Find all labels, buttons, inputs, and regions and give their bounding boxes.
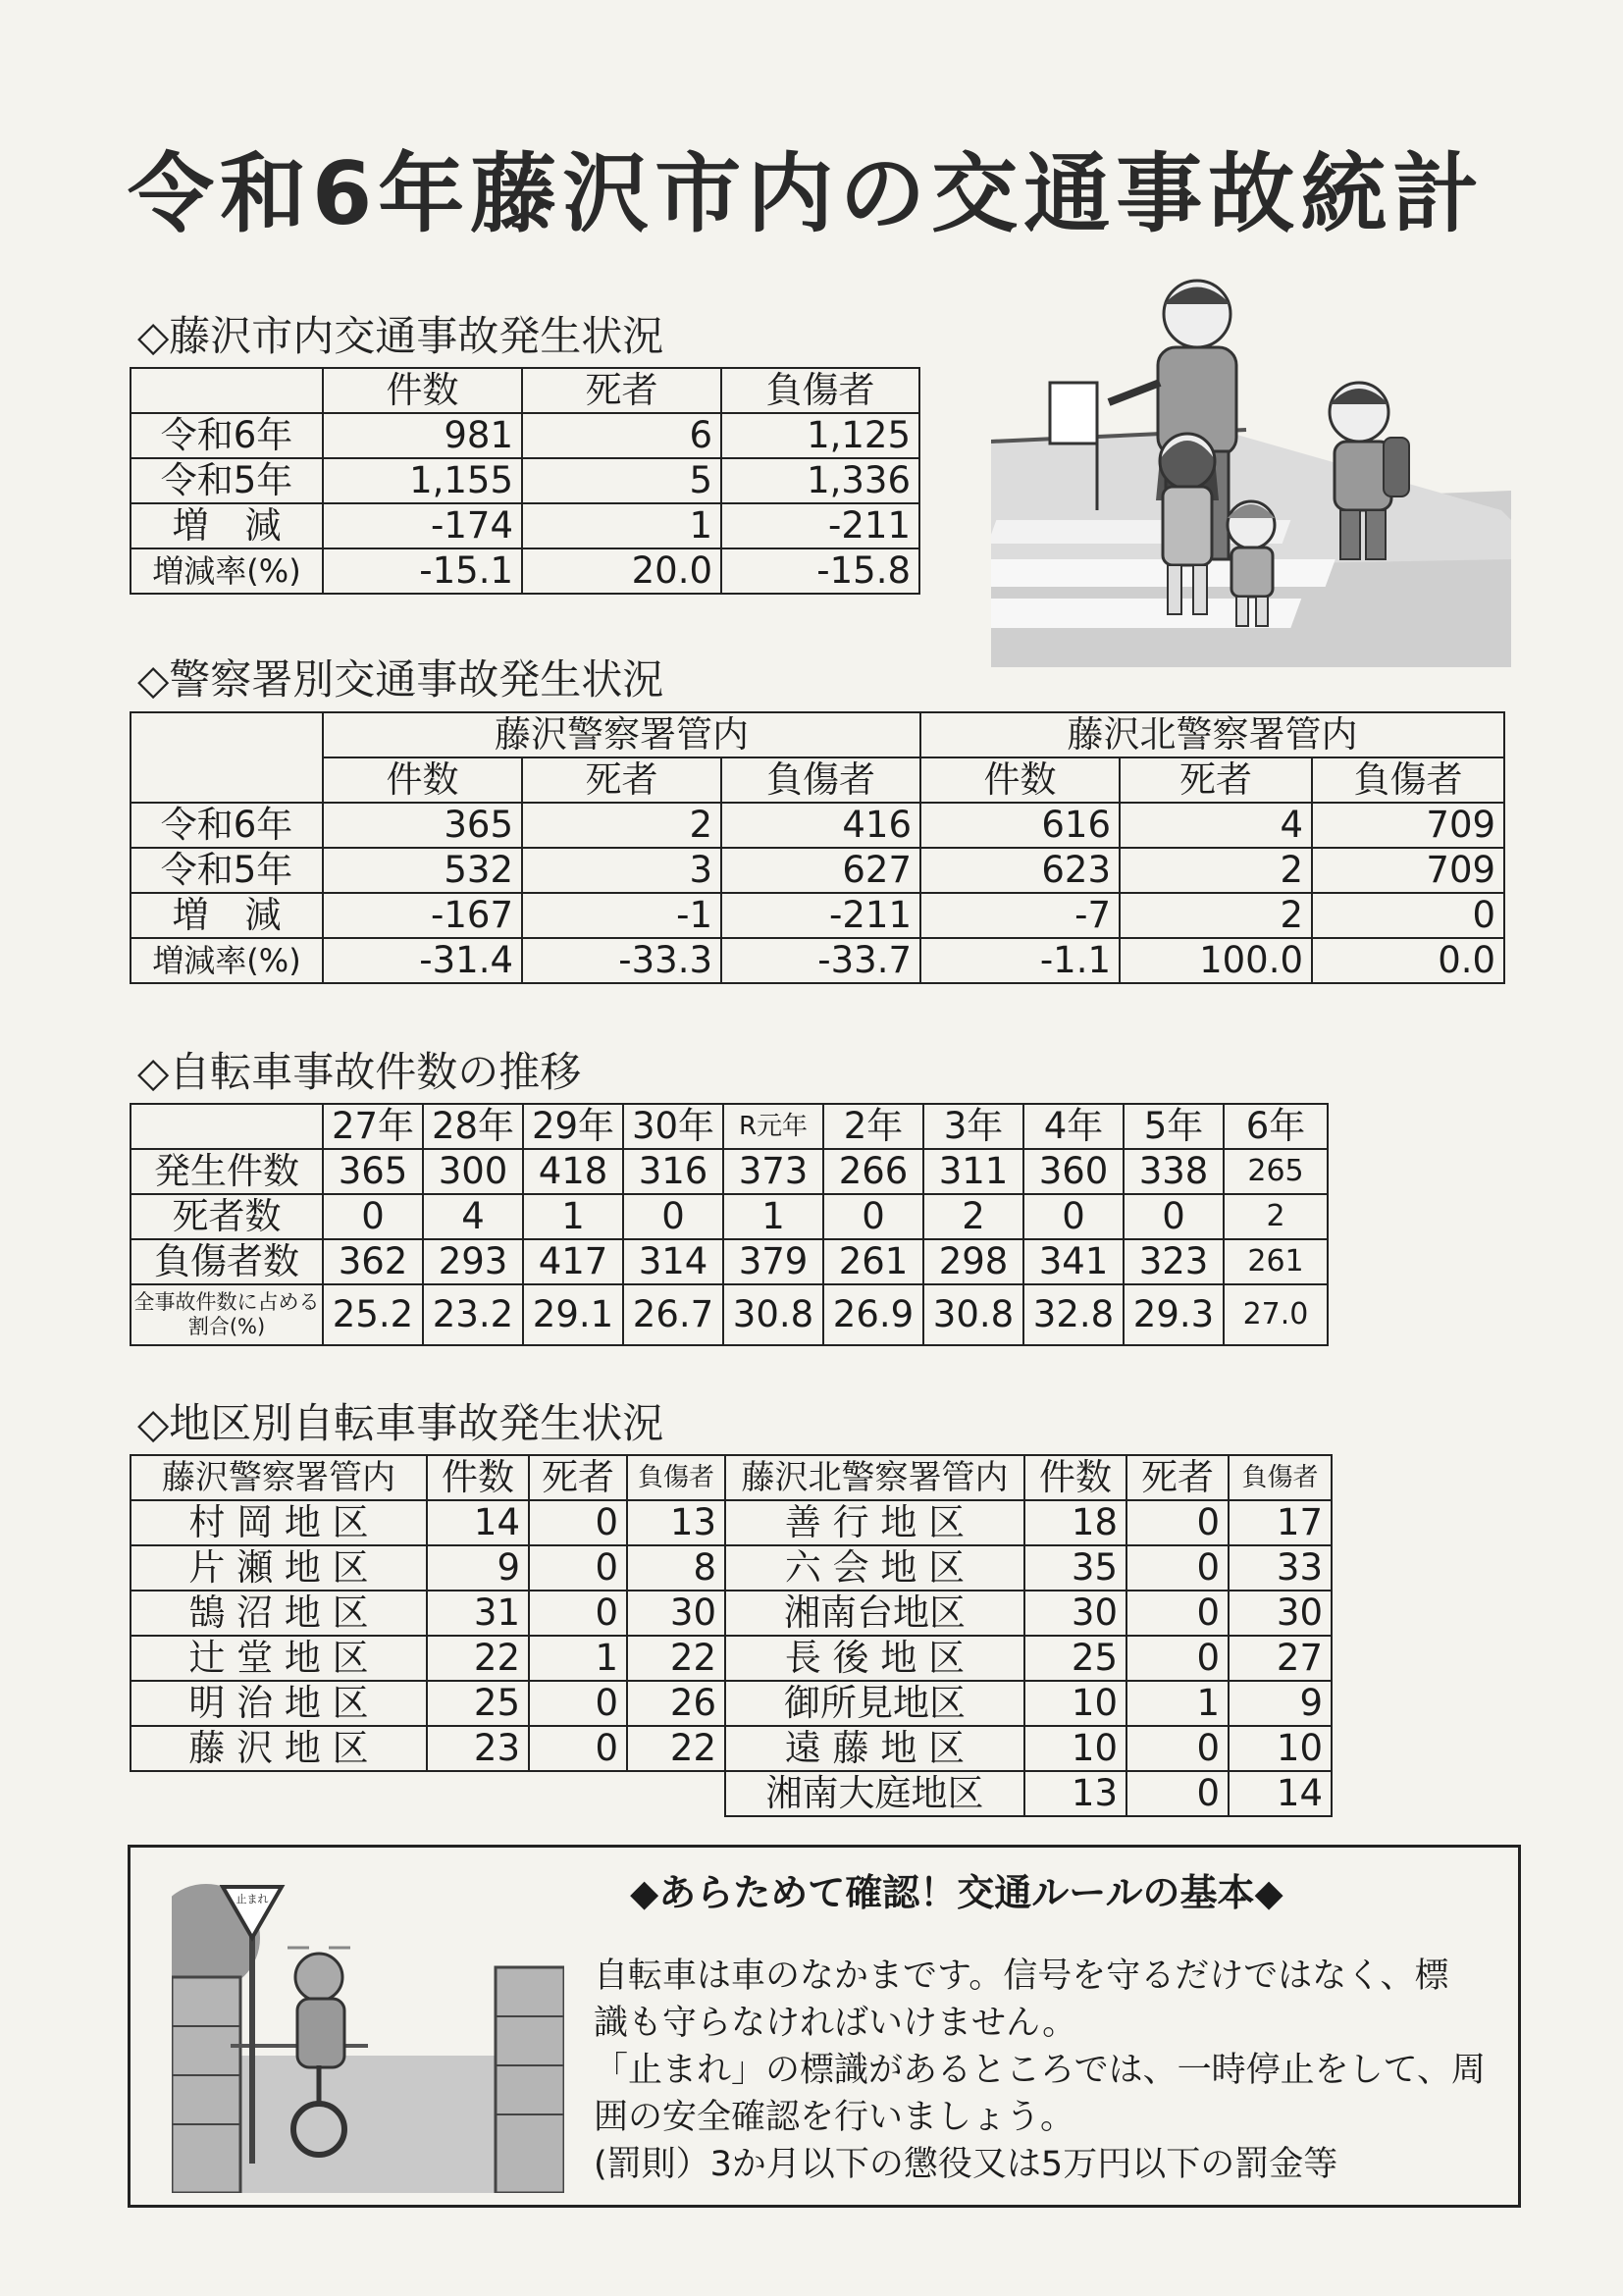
district-name: 六 会 地 区 — [725, 1545, 1024, 1591]
header-cell: 件数 — [323, 368, 522, 413]
year-header: 2年 — [823, 1104, 923, 1149]
table-cell: 2 — [1224, 1194, 1328, 1239]
table-cell: 25.2 — [323, 1284, 423, 1345]
row-label: 負傷者数 — [131, 1239, 323, 1284]
district-name: 湘南台地区 — [725, 1591, 1024, 1636]
table-cell: 0 — [529, 1726, 627, 1771]
table-cell: 418 — [523, 1149, 623, 1194]
row-label: 死者数 — [131, 1194, 323, 1239]
table-cell: -33.7 — [721, 938, 920, 983]
header-cell: 負傷者 — [627, 1455, 725, 1500]
year-header: 28年 — [423, 1104, 523, 1149]
table-cell: 0 — [529, 1681, 627, 1726]
table-cell: 30 — [627, 1591, 725, 1636]
empty-cell — [427, 1771, 529, 1816]
table-cell: 0.0 — [1312, 938, 1504, 983]
table-cell: 261 — [1224, 1239, 1328, 1284]
table-cell: 9 — [1229, 1681, 1332, 1726]
table-row — [131, 1239, 1328, 1284]
table-row — [131, 1194, 1328, 1239]
table-cell: 616 — [920, 803, 1120, 848]
header-cell: 死者 — [522, 757, 721, 803]
table-cell: 1,336 — [721, 458, 919, 503]
table-row — [131, 1284, 1328, 1345]
row-label: 増 減 — [131, 893, 323, 938]
table-cell: 314 — [623, 1239, 723, 1284]
station-accident-table — [130, 711, 1505, 984]
table-cell: 0 — [529, 1591, 627, 1636]
year-header: 27年 — [323, 1104, 423, 1149]
table-cell: 20.0 — [522, 548, 721, 594]
table-group-row — [131, 712, 1504, 757]
city-accident-table — [130, 367, 920, 595]
table-cell: 981 — [323, 413, 522, 458]
section-title-city: ◇藤沢市内交通事故発生状況 — [137, 312, 664, 360]
table-cell: 30.8 — [723, 1284, 823, 1345]
table-cell: -15.1 — [323, 548, 522, 594]
table-cell: -1.1 — [920, 938, 1120, 983]
table-cell: 0 — [1312, 893, 1504, 938]
table-cell: 0 — [529, 1545, 627, 1591]
row-label: 増減率(%) — [131, 938, 323, 983]
year-header: 30年 — [623, 1104, 723, 1149]
table-cell: 29.3 — [1124, 1284, 1224, 1345]
rules-line-3: 「止まれ」の標識があるところでは、一時停止をして、周 — [594, 2051, 1486, 2090]
header-cell: 死者 — [522, 368, 721, 413]
table-cell: 30 — [1024, 1591, 1126, 1636]
table-corner — [131, 368, 323, 413]
page-title: 令和6年藤沢市内の交通事故統計 — [128, 143, 1486, 244]
district-name: 片 瀬 地 区 — [131, 1545, 427, 1591]
header-cell: 死者 — [529, 1455, 627, 1500]
empty-cell — [627, 1771, 725, 1816]
table-cell: 2 — [923, 1194, 1023, 1239]
table-cell: 365 — [323, 1149, 423, 1194]
table-row — [131, 803, 1504, 848]
table-cell: 6 — [522, 413, 721, 458]
table-row — [131, 1591, 1332, 1636]
table-cell: 13 — [627, 1500, 725, 1545]
table-row — [131, 458, 919, 503]
table-row — [131, 938, 1504, 983]
stop-sign-text: 止まれ — [236, 1893, 269, 1905]
table-cell: 1,155 — [323, 458, 522, 503]
district-name: 遠 藤 地 区 — [725, 1726, 1024, 1771]
table-cell: 360 — [1023, 1149, 1124, 1194]
table-cell: 4 — [1120, 803, 1312, 848]
district-name: 長 後 地 区 — [725, 1636, 1024, 1681]
year-header: 3年 — [923, 1104, 1023, 1149]
table-cell: 2 — [1120, 848, 1312, 893]
table-cell: 0 — [529, 1500, 627, 1545]
table-cell: 10 — [1024, 1681, 1126, 1726]
table-cell: 261 — [823, 1239, 923, 1284]
table-cell: -33.3 — [522, 938, 721, 983]
empty-cell — [131, 1771, 427, 1816]
rules-line-4: 囲の安全確認を行いましょう。 — [594, 2098, 1075, 2137]
table-cell: 300 — [423, 1149, 523, 1194]
table-cell: 29.1 — [523, 1284, 623, 1345]
crossing-guard-illustration — [991, 265, 1511, 667]
district-name: 村 岡 地 区 — [131, 1500, 427, 1545]
table-cell: 0 — [823, 1194, 923, 1239]
table-cell: 365 — [323, 803, 522, 848]
table-corner — [131, 712, 323, 803]
table-row — [131, 893, 1504, 938]
table-cell: 2 — [1120, 893, 1312, 938]
table-row — [131, 1545, 1332, 1591]
group-header: 藤沢北警察署管内 — [920, 712, 1504, 757]
table-cell: 8 — [627, 1545, 725, 1591]
table-cell: 362 — [323, 1239, 423, 1284]
rules-line-5: (罰則）3か月以下の懲役又は5万円以下の罰金等 — [594, 2145, 1338, 2184]
row-label: 令和5年 — [131, 458, 323, 503]
district-name: 御所見地区 — [725, 1681, 1024, 1726]
table-cell: 25 — [427, 1681, 529, 1726]
year-header: 5年 — [1124, 1104, 1224, 1149]
table-cell: 1 — [529, 1636, 627, 1681]
table-cell: 23.2 — [423, 1284, 523, 1345]
table-row — [131, 548, 919, 594]
table-cell: -7 — [920, 893, 1120, 938]
table-cell: 316 — [623, 1149, 723, 1194]
table-cell: 26 — [627, 1681, 725, 1726]
header-cell: 死者 — [1126, 1455, 1229, 1500]
table-cell: 0 — [1126, 1591, 1229, 1636]
table-cell: 1 — [723, 1194, 823, 1239]
group-header: 藤沢警察署管内 — [323, 712, 920, 757]
header-cell: 件数 — [427, 1455, 529, 1500]
header-cell: 件数 — [1024, 1455, 1126, 1500]
row-label: 発生件数 — [131, 1149, 323, 1194]
year-header: 6年 — [1224, 1104, 1328, 1149]
table-cell: 311 — [923, 1149, 1023, 1194]
section-title-station: ◇警察署別交通事故発生状況 — [137, 655, 664, 704]
table-cell: 266 — [823, 1149, 923, 1194]
table-cell: 1,125 — [721, 413, 919, 458]
table-cell: 14 — [427, 1500, 529, 1545]
rules-title: ◆あらためて確認！交通ルールの基本◆ — [630, 1871, 1283, 1914]
table-cell: 17 — [1229, 1500, 1332, 1545]
table-row — [131, 1500, 1332, 1545]
table-row — [131, 413, 919, 458]
table-cell: -1 — [522, 893, 721, 938]
table-cell: 31 — [427, 1591, 529, 1636]
table-cell: 4 — [423, 1194, 523, 1239]
table-cell: 532 — [323, 848, 522, 893]
table-cell: 298 — [923, 1239, 1023, 1284]
table-cell: 0 — [1124, 1194, 1224, 1239]
table-cell: 0 — [1126, 1500, 1229, 1545]
table-cell: 0 — [1023, 1194, 1124, 1239]
table-cell: 416 — [721, 803, 920, 848]
table-cell: 22 — [627, 1726, 725, 1771]
table-cell: -15.8 — [721, 548, 919, 594]
table-cell: -211 — [721, 893, 920, 938]
district-name: 辻 堂 地 区 — [131, 1636, 427, 1681]
table-cell: 3 — [522, 848, 721, 893]
table-cell: -174 — [323, 503, 522, 548]
table-row — [131, 1149, 1328, 1194]
table-cell: 5 — [522, 458, 721, 503]
header-cell: 負傷者 — [1312, 757, 1504, 803]
table-cell: 338 — [1124, 1149, 1224, 1194]
year-header: 4年 — [1023, 1104, 1124, 1149]
table-row — [131, 1771, 1332, 1816]
table-cell: 1 — [522, 503, 721, 548]
empty-cell — [529, 1771, 627, 1816]
bicycle-trend-table — [130, 1103, 1329, 1346]
table-cell: 373 — [723, 1149, 823, 1194]
table-cell: 627 — [721, 848, 920, 893]
table-cell: 33 — [1229, 1545, 1332, 1591]
district-name: 鵠 沼 地 区 — [131, 1591, 427, 1636]
table-cell: 323 — [1124, 1239, 1224, 1284]
table-cell: 0 — [623, 1194, 723, 1239]
table-cell: 13 — [1024, 1771, 1126, 1816]
header-cell: 件数 — [323, 757, 522, 803]
district-name: 善 行 地 区 — [725, 1500, 1024, 1545]
table-row — [131, 1636, 1332, 1681]
table-cell: 2 — [522, 803, 721, 848]
year-header: 29年 — [523, 1104, 623, 1149]
table-cell: -167 — [323, 893, 522, 938]
table-header-row — [131, 1455, 1332, 1500]
table-cell: 0 — [1126, 1726, 1229, 1771]
table-cell: 27 — [1229, 1636, 1332, 1681]
table-cell: 10 — [1024, 1726, 1126, 1771]
table-cell: 379 — [723, 1239, 823, 1284]
rules-line-2: 識も守らなければいけません。 — [594, 2004, 1077, 2043]
table-row — [131, 848, 1504, 893]
table-cell: 1 — [523, 1194, 623, 1239]
table-cell: 22 — [427, 1636, 529, 1681]
table-cell: 0 — [323, 1194, 423, 1239]
table-header-row — [131, 368, 919, 413]
table-cell: 23 — [427, 1726, 529, 1771]
table-cell: -211 — [721, 503, 919, 548]
district-name: 藤 沢 地 区 — [131, 1726, 427, 1771]
row-label: 令和6年 — [131, 413, 323, 458]
table-cell: 709 — [1312, 848, 1504, 893]
header-cell: 負傷者 — [1229, 1455, 1332, 1500]
table-cell: 265 — [1224, 1149, 1328, 1194]
row-label: 増 減 — [131, 503, 323, 548]
cyclist-stop-sign-illustration — [172, 1869, 564, 2193]
header-cell: 藤沢北警察署管内 — [725, 1455, 1024, 1500]
table-row — [131, 1681, 1332, 1726]
table-cell: 709 — [1312, 803, 1504, 848]
table-cell: 341 — [1023, 1239, 1124, 1284]
table-cell: 10 — [1229, 1726, 1332, 1771]
district-name: 明 治 地 区 — [131, 1681, 427, 1726]
header-cell: 件数 — [920, 757, 1120, 803]
table-cell: 26.9 — [823, 1284, 923, 1345]
rules-line-1: 自転車は車のなかまです。信号を守るだけではなく、標 — [594, 1957, 1449, 1996]
table-header-row — [131, 757, 1504, 803]
table-cell: 35 — [1024, 1545, 1126, 1591]
header-cell: 死者 — [1120, 757, 1312, 803]
table-cell: 30.8 — [923, 1284, 1023, 1345]
table-cell: 25 — [1024, 1636, 1126, 1681]
table-corner — [131, 1104, 323, 1149]
header-cell: 負傷者 — [721, 368, 919, 413]
table-cell: 30 — [1229, 1591, 1332, 1636]
table-cell: 293 — [423, 1239, 523, 1284]
table-cell: 18 — [1024, 1500, 1126, 1545]
table-cell: 0 — [1126, 1771, 1229, 1816]
table-row — [131, 1726, 1332, 1771]
table-cell: 623 — [920, 848, 1120, 893]
table-cell: 100.0 — [1120, 938, 1312, 983]
district-name: 湘南大庭地区 — [725, 1771, 1024, 1816]
table-header-row — [131, 1104, 1328, 1149]
row-label: 全事故件数に占める割合(%) — [131, 1284, 323, 1345]
table-row — [131, 503, 919, 548]
table-cell: 0 — [1126, 1545, 1229, 1591]
table-cell: 9 — [427, 1545, 529, 1591]
header-cell: 藤沢警察署管内 — [131, 1455, 427, 1500]
row-label: 令和5年 — [131, 848, 323, 893]
table-cell: 26.7 — [623, 1284, 723, 1345]
table-cell: 0 — [1126, 1636, 1229, 1681]
table-cell: 32.8 — [1023, 1284, 1124, 1345]
table-cell: 1 — [1126, 1681, 1229, 1726]
section-title-district: ◇地区別自転車事故発生状況 — [137, 1399, 664, 1447]
year-header: R元年 — [723, 1104, 823, 1149]
section-title-bicycle-trend: ◇自転車事故件数の推移 — [137, 1048, 582, 1096]
row-label: 令和6年 — [131, 803, 323, 848]
row-label: 増減率(%) — [131, 548, 323, 594]
table-cell: 22 — [627, 1636, 725, 1681]
district-bicycle-table — [130, 1454, 1333, 1817]
table-cell: 27.0 — [1224, 1284, 1328, 1345]
table-cell: 14 — [1229, 1771, 1332, 1816]
table-cell: -31.4 — [323, 938, 522, 983]
table-cell: 417 — [523, 1239, 623, 1284]
header-cell: 負傷者 — [721, 757, 920, 803]
